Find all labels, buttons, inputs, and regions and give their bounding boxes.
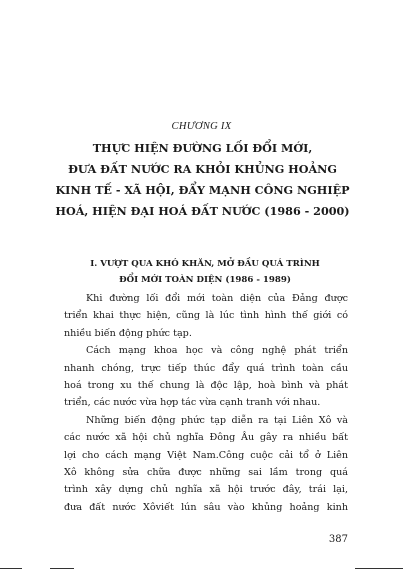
bottom-rule-left [0,568,22,569]
body-line: lợi cho cách mạng Việt Nam.Công cuộc cải tổ ở Liên [64,449,348,461]
body-line: Cách mạng khoa học và công nghệ phát triển [86,345,348,357]
body-line: trình xây dựng chủ nghĩa xã hội trước đây, trái lại, [64,484,348,496]
body-line: nhanh chóng, trực tiếp thúc đẩy quá trình toàn cầu [64,362,348,374]
chapter-title-line: THỰC HIỆN ĐƯỜNG LỐI ĐỔI MỚI, [92,141,313,155]
body-line: Khi đường lối đổi mới toàn diện của Đảng được [86,293,348,304]
page-number: 387 [328,534,348,545]
body-line: đưa đất nước Xôviết lún sâu vào khủng hoảng kinh [64,501,348,513]
body-text [64,290,348,516]
body-line: triển, các nước vừa hợp tác vừa cạnh tranh với nhau. [64,397,321,409]
chapter-title-line: HOÁ, HIỆN ĐẠI HOÁ ĐẤT NƯỚC (1986 - 2000) [55,204,350,218]
body-line: hoá trong xu thế chung là độc lập, hoà bình và phát [64,380,348,392]
body-line: nhiều biến động phức tạp. [64,327,192,339]
body-line: triển khai thực hiện, cũng là lúc tình hình thế giới có [64,310,348,322]
chapter-label: CHƯƠNG IX [171,121,232,132]
chapter-title [40,138,365,222]
body-line: các nước xã hội chủ nghĩa Đông Âu gây ra nhiều bất [64,432,348,444]
body-line: Xô không sửa chữa được những sai lầm trong quá [64,467,348,479]
chapter-title-line: KINH TẾ - XÃ HỘI, ĐẨY MẠNH CÔNG NGHIỆP [55,183,350,197]
body-line: Những biến động phức tạp diễn ra tại Liên Xô và [86,414,348,426]
bottom-rule-mid [50,568,74,569]
chapter-title-line: ĐƯA ĐẤT NƯỚC RA KHỎI KHỦNG HOẢNG [68,162,337,176]
section-heading [40,257,370,288]
bottom-rule-right [355,568,403,569]
section-heading-line: I. VƯỢT QUA KHÓ KHĂN, MỞ ĐẦU QUÁ TRÌNH [90,259,320,269]
section-heading-line: ĐỔI MỚI TOÀN DIỆN (1986 - 1989) [119,274,291,285]
